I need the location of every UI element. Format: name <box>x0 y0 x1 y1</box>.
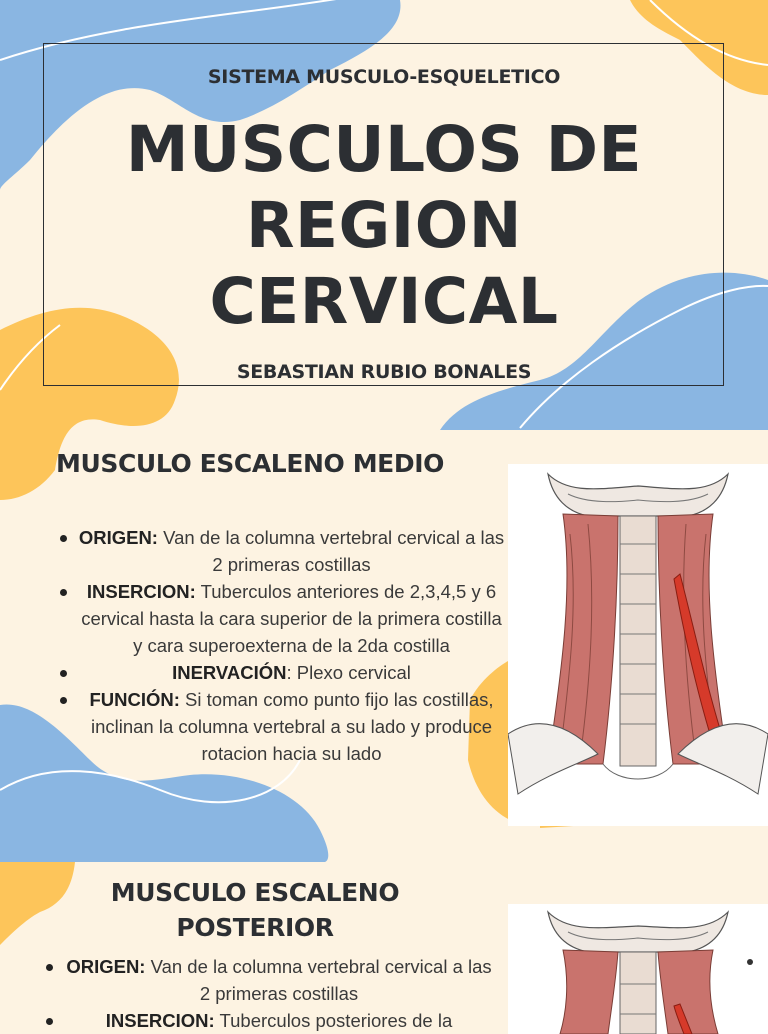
title-line-1: MUSCULOS DE <box>125 113 643 186</box>
author-name: SEBASTIAN RUBIO BONALES <box>236 361 532 383</box>
bullet-label: ORIGEN: <box>66 956 146 977</box>
section-heading-escaleno-posterior: MUSCULO ESCALENO POSTERIOR <box>110 878 400 942</box>
bullet-list-escaleno-medio <box>60 524 507 767</box>
list-item <box>46 953 496 1007</box>
bullet-text: Van de la columna vertebral cervical a las 2 primeras costillas <box>157 527 505 575</box>
list-item <box>60 578 507 659</box>
list-item <box>46 1007 496 1034</box>
bullet-text: : Plexo cervical <box>286 662 411 683</box>
bullet-label: INERVACIÓN <box>172 662 287 683</box>
bullet-label: INSERCION: <box>105 1010 215 1031</box>
anatomy-illustration-neck-muscles-2 <box>508 904 768 1034</box>
title-line-2: REGION <box>246 189 522 262</box>
list-item <box>60 686 507 767</box>
bullet-label: INSERCION: <box>86 581 196 602</box>
section-heading-escaleno-medio: MUSCULO ESCALENO MEDIO <box>56 449 444 478</box>
title-line-3: CERVICAL <box>209 265 559 338</box>
list-item <box>60 524 507 578</box>
bullet-list-escaleno-posterior <box>46 953 496 1034</box>
bullet-label: ORIGEN: <box>78 527 158 548</box>
document-title <box>0 112 768 340</box>
anatomy-illustration-neck-muscles <box>508 464 768 826</box>
bullet-text: Van de la columna vertebral cervical a las 2 primeras costillas <box>145 956 492 1004</box>
list-item <box>60 659 507 686</box>
bullet-text: Tuberculos posteriores de la <box>214 1010 453 1031</box>
bullet-label: FUNCIÓN: <box>89 689 180 710</box>
document-subtitle: SISTEMA MUSCULO-ESQUELETICO <box>207 66 561 88</box>
bullet-text: Si toman como punto fijo las costillas, inclinan la columna vertebral a su lado y produce rotacion hacia su lado <box>90 689 494 764</box>
bullet-text: Tuberculos anteriores de 2,3,4,5 y 6 cervical hasta la cara superior de la primera costilla y cara superoexterna de la 2da costilla <box>81 581 502 656</box>
